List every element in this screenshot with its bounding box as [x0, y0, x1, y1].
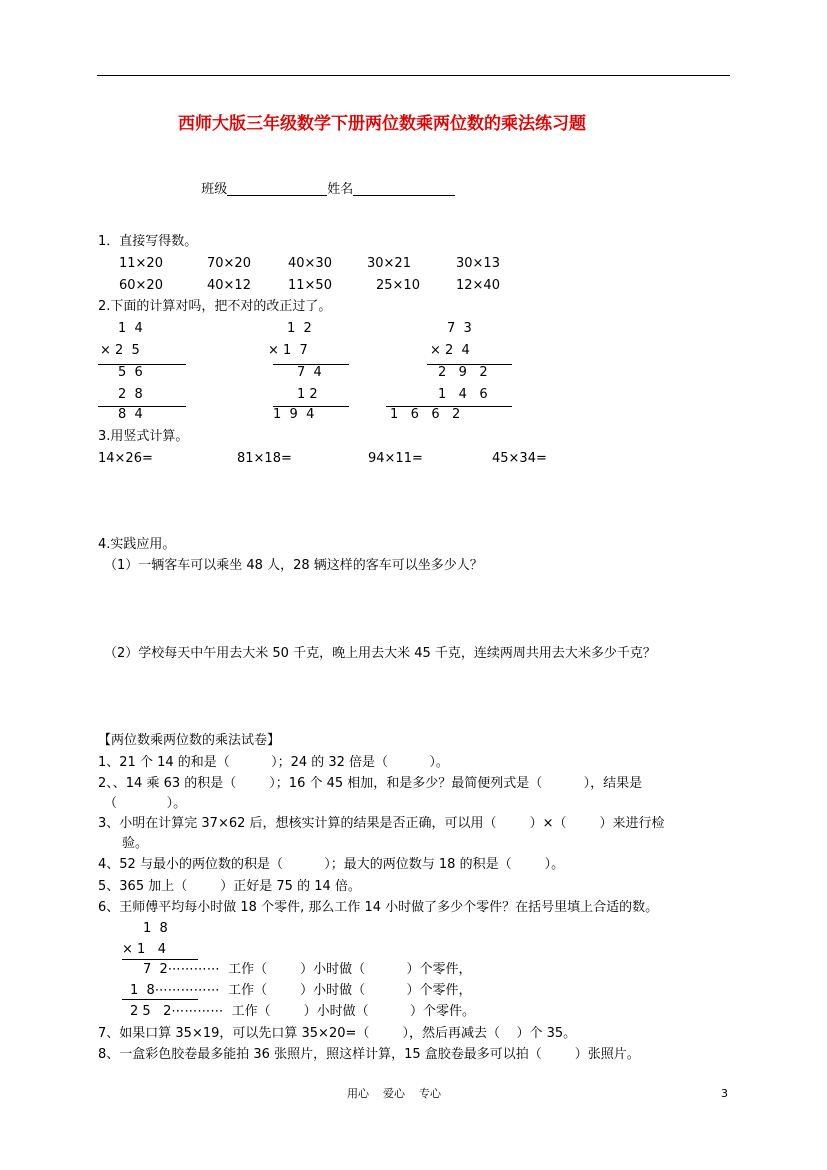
s1-item: 40×30 — [288, 256, 332, 271]
calc-c-line4: 1 4 6 — [438, 387, 488, 402]
test-q7: 7、如果口算 35×19，可以先口算 35×20=（ ），然后再减去（ ）个 35。 — [98, 1026, 577, 1041]
class-blank — [227, 182, 327, 196]
s1-item: 25×10 — [376, 278, 420, 293]
calc-a-line2: × 2 5 — [100, 343, 140, 358]
test-q6: 6、王师傅平均每小时做 18 个零件, 那么工作 14 小时做了多少个零件？在括号里填上合适的数。 — [98, 900, 659, 915]
calc-b-line5: 1 9 4 — [273, 407, 315, 422]
s1-item: 60×20 — [119, 278, 163, 293]
calc-a-line3: 5 6 — [118, 365, 143, 380]
s4-question-1: （1）一辆客车可以乘坐 48 人，28 辆这样的客车可以坐多少人？ — [104, 558, 483, 573]
s1-item: 12×40 — [456, 278, 500, 293]
calc-a-line1: 1 4 — [118, 321, 143, 336]
s3-item: 14×26= — [98, 451, 153, 466]
test-q3: 3、小明在计算完 37×62 后，想核实计算的结果是否正确，可以用（ ）×（ ）来进行检 — [98, 816, 665, 831]
q6-calc-rule-1 — [122, 959, 198, 960]
calc-c-line5: 1 6 6 2 — [390, 407, 461, 422]
test-q5: 5、365 加上（ ）正好是 75 的 14 倍。 — [98, 879, 361, 894]
test-q2: 2、、14 乘 63 的积是（ ）；16 个 45 相加，和是多少？最简便列式是（ ），结果是 — [98, 776, 643, 791]
q6-calc-rule-2 — [122, 999, 198, 1000]
q6-calc-line3: 7 2⋯⋯⋯⋯ 工作（ ）小时做（ ）个零件， — [143, 962, 472, 977]
calc-c-line2: × 2 4 — [430, 343, 470, 358]
test-q8: 8、一盒彩色胶卷最多能拍 36 张照片，照这样计算，15 盒胶卷最多可以拍（ ）张照片。 — [98, 1047, 640, 1062]
footer-motto: 用心 爱心 专心 — [347, 1087, 441, 1100]
s3-item: 94×11= — [368, 451, 423, 466]
test-heading: 【两位数乘两位数的乘法试卷】 — [98, 733, 281, 748]
header-rule — [97, 75, 730, 76]
s1-item: 70×20 — [207, 256, 251, 271]
student-info — [193, 169, 455, 196]
section-3-heading: 3.用竖式计算。 — [98, 429, 189, 444]
calc-b-line2: × 1 7 — [268, 343, 308, 358]
calc-b-line1: 1 2 — [287, 321, 312, 336]
page-title: 西师大版三年级数学下册两位数乘两位数的乘法练习题 — [178, 114, 586, 134]
q6-calc-line2: × 1 4 — [122, 942, 166, 957]
s4-question-2: （2）学校每天中午用去大米 50 千克，晚上用去大米 45 千克，连续两周共用去大米多少千克？ — [104, 646, 656, 661]
calc-a-line5: 8 4 — [118, 407, 143, 422]
s3-item: 45×34= — [492, 451, 547, 466]
s3-item: 81×18= — [237, 451, 292, 466]
section-1-heading: 1．直接写得数。 — [98, 234, 198, 249]
s1-item: 40×12 — [207, 278, 251, 293]
q6-calc-line4: 1 8⋯⋯⋯⋯⋯ 工作（ ）小时做（ ）个零件， — [130, 983, 472, 998]
test-q1: 1、21 个 14 的和是（ ）；24 的 32 倍是（ ）。 — [98, 755, 449, 770]
q6-calc-line1: 1 8 — [143, 921, 168, 936]
section-4-heading: 4.实践应用。 — [98, 537, 176, 552]
name-blank — [353, 182, 455, 196]
calc-c-line3: 2 9 2 — [438, 365, 488, 380]
calc-b-line4: 1 2 — [297, 387, 318, 402]
q6-calc-line5: 2 5 2⋯⋯⋯⋯ 工作（ ）小时做（ ）个零件。 — [130, 1004, 475, 1019]
test-q4: 4、52 与最小的两位数的积是（ ）；最大的两位数与 18 的积是（ ）。 — [98, 857, 565, 872]
calc-b-line3: 7 4 — [297, 365, 322, 380]
calc-a-line4: 2 8 — [118, 387, 143, 402]
test-q2-cont: （ ）。 — [104, 796, 187, 811]
s1-item: 30×21 — [367, 256, 411, 271]
calc-c-line1: 7 3 — [447, 321, 472, 336]
page-number: 3 — [721, 1087, 728, 1100]
section-2-heading: 2.下面的计算对吗，把不对的改正过了。 — [98, 299, 332, 314]
name-label: 姓名 — [327, 182, 354, 197]
test-q3-cont: 验。 — [122, 836, 149, 851]
class-label: 班级 — [201, 182, 228, 197]
s1-item: 11×50 — [288, 278, 332, 293]
s1-item: 11×20 — [119, 256, 163, 271]
s1-item: 30×13 — [456, 256, 500, 271]
